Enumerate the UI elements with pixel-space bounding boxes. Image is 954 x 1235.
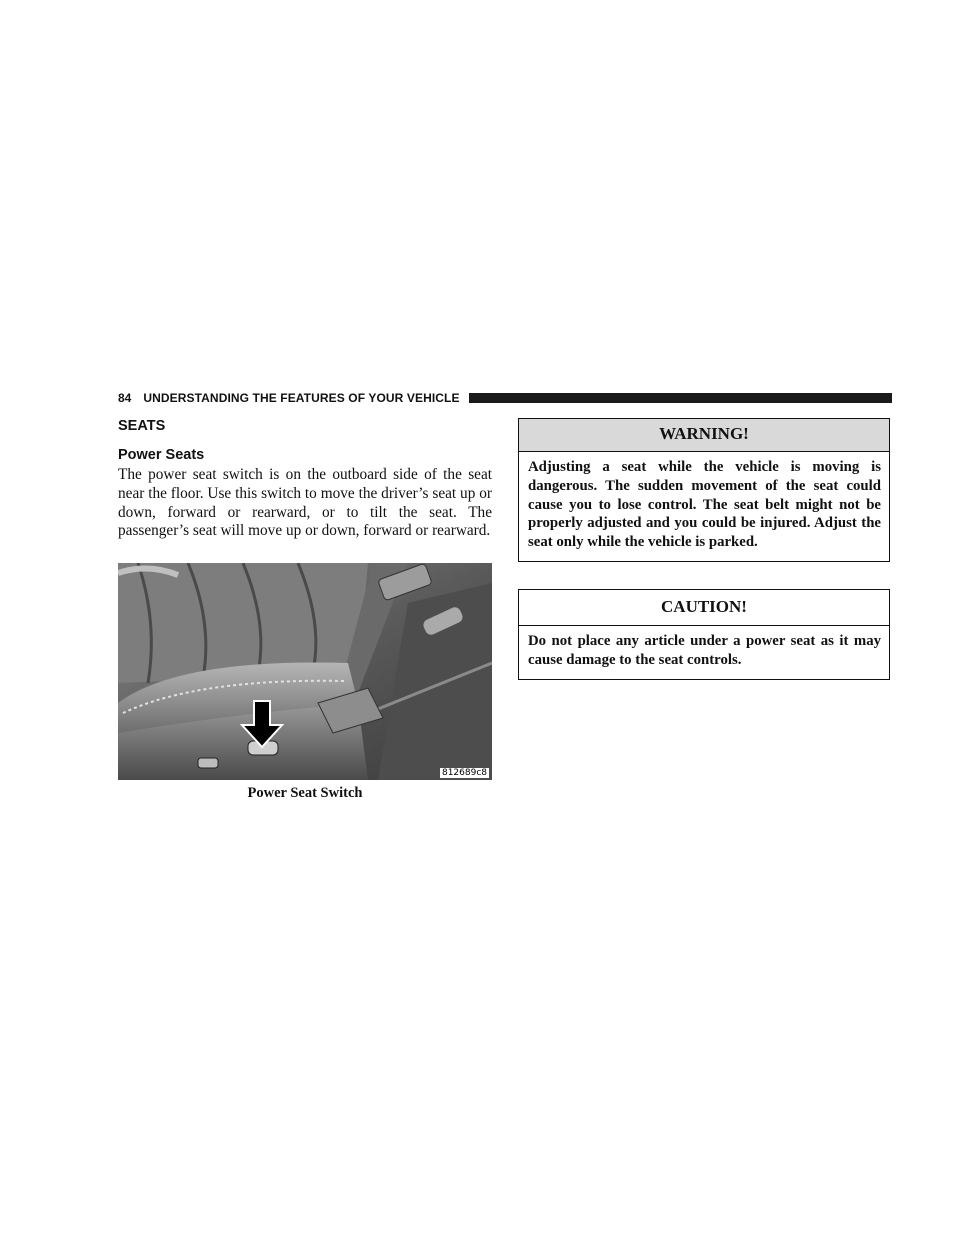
body-paragraph: The power seat switch is on the outboard side of the seat near the floor. Use this switch to move the driver’s seat up or down, forward or rearward, or to tilt the seat. The passenger’s seat will move up or down, forward or rearward. (118, 466, 492, 540)
warning-text: Adjusting a seat while the vehicle is moving is dangerous. The sudden movement of the seat could cause you to lose control. The seat belt might not be properly adjusted and you could be injured. Adjust the seat only while the vehicle is parked. (528, 459, 881, 551)
subsection-heading: Power Seats (118, 447, 205, 463)
warning-box (518, 418, 890, 562)
header-rule (469, 393, 892, 403)
warning-title: WARNING! (519, 419, 889, 452)
power-seat-photo (118, 563, 492, 780)
section-title: UNDERSTANDING THE FEATURES OF YOUR VEHICLE (143, 391, 460, 405)
figure-caption: Power Seat Switch (247, 785, 363, 801)
page-header (118, 390, 892, 406)
left-column (118, 418, 492, 541)
seat-illustration (118, 563, 492, 780)
section-heading: SEATS (118, 418, 166, 434)
caution-box (518, 589, 890, 680)
figure-code: 812689c8 (441, 768, 487, 778)
page-number: 84 (118, 391, 132, 405)
caution-text: Do not place any article under a power seat as it may cause damage to the seat controls. (528, 633, 881, 668)
caution-title: CAUTION! (519, 590, 889, 626)
